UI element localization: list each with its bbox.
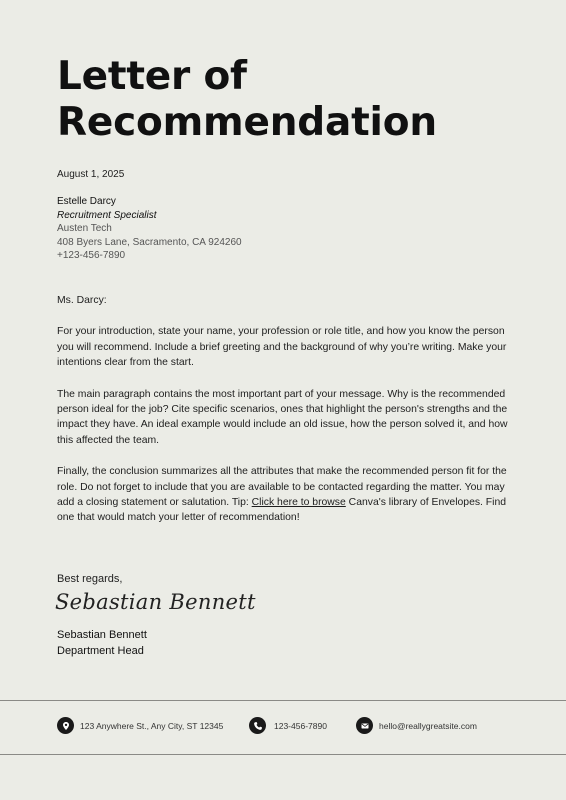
- signer-name: Sebastian Bennett: [57, 629, 147, 641]
- conclusion-text-end: Canva's library of Envelopes. Find one that would match your letter of recommendation!: [57, 497, 507, 524]
- paragraph-main: The main paragraph contains the most important part of your message. Why is the recommended person ideal for the job? Cite specific scenarios, ones that highlight the person's strengths and the impact they have. An ideal example would include an old issue, how the person solved it, and how this affected the team.: [57, 388, 508, 446]
- footer-divider-bottom: [0, 754, 566, 755]
- footer-email-text: hello@reallygreatsite.com: [379, 720, 477, 731]
- phone-icon: [249, 717, 266, 734]
- browse-envelopes-link[interactable]: Click here to browse: [251, 497, 346, 509]
- location-icon: [57, 717, 74, 734]
- footer-phone-text: 123-456-7890: [274, 720, 327, 731]
- email-icon: [356, 717, 373, 734]
- footer-contact-row: [0, 717, 566, 737]
- footer-email: [356, 717, 477, 734]
- sender-block: [57, 195, 242, 263]
- footer-divider-top: [0, 700, 566, 701]
- sign-off: Best regards,: [57, 573, 123, 585]
- paragraph-intro: For your introduction, state your name, your profession or role title, and how you know the person you will recommend. Include a brief greeting and the background of why you’re writing. Make your intentions clear from the start.: [57, 326, 507, 369]
- salutation: Ms. Darcy:: [57, 295, 107, 306]
- signer-block: [57, 627, 147, 659]
- handwritten-signature: Sebastian Bennett: [55, 590, 256, 614]
- title-line-1: Letter of: [57, 54, 247, 99]
- sender-company: Austen Tech: [57, 223, 112, 234]
- letter-date: August 1, 2025: [57, 169, 125, 180]
- sender-role: Recruitment Specialist: [57, 209, 157, 221]
- sender-address: 408 Byers Lane, Sacramento, CA 924260: [57, 236, 242, 248]
- page-title: [57, 54, 437, 146]
- signer-title: Department Head: [57, 645, 144, 657]
- sender-name: Estelle Darcy: [57, 196, 116, 207]
- sender-phone: +123-456-7890: [57, 250, 126, 261]
- letter-body: [57, 293, 512, 542]
- paragraph-conclusion: [57, 464, 512, 526]
- conclusion-text-start: Finally, the conclusion summarizes all the attributes that make the recommended person fit for the role. Do not forget to include that you are available to be contacted regarding the matter. You may add a closing statement or salutation. Tip:: [57, 466, 507, 509]
- footer-address-text: 123 Anywhere St., Any City, ST 12345: [80, 720, 224, 731]
- footer-address: [57, 717, 223, 734]
- footer-phone: [249, 717, 327, 734]
- title-line-2: Recommendation: [57, 100, 437, 145]
